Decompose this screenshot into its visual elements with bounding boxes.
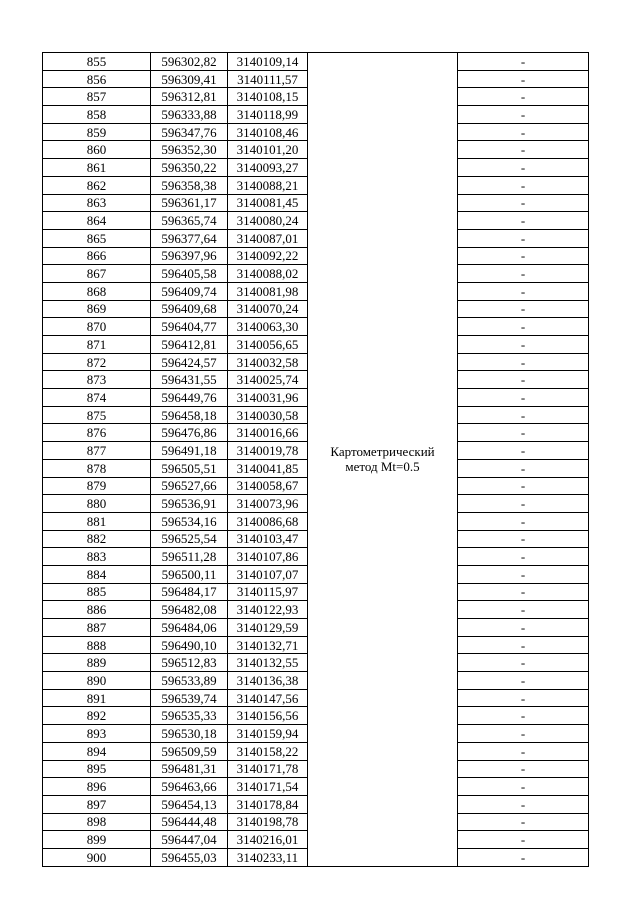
y-coordinate-cell: 3140088,02 [228, 265, 308, 283]
y-coordinate-cell: 3140129,59 [228, 619, 308, 637]
point-number-cell: 857 [43, 88, 151, 106]
x-coordinate-cell: 596358,38 [151, 176, 228, 194]
x-coordinate-cell: 596412,81 [151, 336, 228, 354]
y-coordinate-cell: 3140198,78 [228, 813, 308, 831]
x-coordinate-cell: 596449,76 [151, 389, 228, 407]
note-cell: - [458, 70, 589, 88]
point-number-cell: 900 [43, 848, 151, 866]
note-cell: - [458, 159, 589, 177]
note-cell: - [458, 229, 589, 247]
y-coordinate-cell: 3140147,56 [228, 689, 308, 707]
method-cell [308, 53, 458, 867]
note-cell: - [458, 371, 589, 389]
note-cell: - [458, 247, 589, 265]
x-coordinate-cell: 596535,33 [151, 707, 228, 725]
point-number-cell: 898 [43, 813, 151, 831]
y-coordinate-cell: 3140070,24 [228, 300, 308, 318]
note-cell: - [458, 742, 589, 760]
point-number-cell: 893 [43, 725, 151, 743]
y-coordinate-cell: 3140103,47 [228, 530, 308, 548]
note-cell: - [458, 619, 589, 637]
point-number-cell: 874 [43, 389, 151, 407]
y-coordinate-cell: 3140063,30 [228, 318, 308, 336]
x-coordinate-cell: 596511,28 [151, 548, 228, 566]
x-coordinate-cell: 596454,13 [151, 795, 228, 813]
note-cell: - [458, 53, 589, 71]
x-coordinate-cell: 596530,18 [151, 725, 228, 743]
x-coordinate-cell: 596347,76 [151, 123, 228, 141]
point-number-cell: 873 [43, 371, 151, 389]
y-coordinate-cell: 3140136,38 [228, 672, 308, 690]
point-number-cell: 863 [43, 194, 151, 212]
note-cell: - [458, 778, 589, 796]
y-coordinate-cell: 3140019,78 [228, 442, 308, 460]
y-coordinate-cell: 3140016,66 [228, 424, 308, 442]
x-coordinate-cell: 596505,51 [151, 459, 228, 477]
y-coordinate-cell: 3140156,56 [228, 707, 308, 725]
x-coordinate-cell: 596458,18 [151, 406, 228, 424]
point-number-cell: 890 [43, 672, 151, 690]
y-coordinate-cell: 3140032,58 [228, 353, 308, 371]
x-coordinate-cell: 596476,86 [151, 424, 228, 442]
point-number-cell: 894 [43, 742, 151, 760]
y-coordinate-cell: 3140107,07 [228, 565, 308, 583]
x-coordinate-cell: 596525,54 [151, 530, 228, 548]
note-cell: - [458, 123, 589, 141]
coordinates-table-body [43, 53, 589, 867]
point-number-cell: 870 [43, 318, 151, 336]
point-number-cell: 877 [43, 442, 151, 460]
x-coordinate-cell: 596481,31 [151, 760, 228, 778]
x-coordinate-cell: 596484,06 [151, 619, 228, 637]
y-coordinate-cell: 3140087,01 [228, 229, 308, 247]
note-cell: - [458, 760, 589, 778]
note-cell: - [458, 141, 589, 159]
note-cell: - [458, 795, 589, 813]
point-number-cell: 886 [43, 601, 151, 619]
note-cell: - [458, 353, 589, 371]
y-coordinate-cell: 3140171,54 [228, 778, 308, 796]
coordinates-table [42, 52, 589, 867]
method-label-line2: метод Mt=0.5 [345, 459, 420, 475]
note-cell: - [458, 654, 589, 672]
note-cell: - [458, 336, 589, 354]
y-coordinate-cell: 3140109,14 [228, 53, 308, 71]
point-number-cell: 879 [43, 477, 151, 495]
note-cell: - [458, 389, 589, 407]
note-cell: - [458, 565, 589, 583]
note-cell: - [458, 406, 589, 424]
x-coordinate-cell: 596365,74 [151, 212, 228, 230]
point-number-cell: 880 [43, 495, 151, 513]
y-coordinate-cell: 3140031,96 [228, 389, 308, 407]
point-number-cell: 860 [43, 141, 151, 159]
x-coordinate-cell: 596539,74 [151, 689, 228, 707]
y-coordinate-cell: 3140132,55 [228, 654, 308, 672]
x-coordinate-cell: 596509,59 [151, 742, 228, 760]
y-coordinate-cell: 3140178,84 [228, 795, 308, 813]
y-coordinate-cell: 3140233,11 [228, 848, 308, 866]
x-coordinate-cell: 596534,16 [151, 512, 228, 530]
y-coordinate-cell: 3140081,98 [228, 282, 308, 300]
note-cell: - [458, 424, 589, 442]
point-number-cell: 868 [43, 282, 151, 300]
x-coordinate-cell: 596302,82 [151, 53, 228, 71]
note-cell: - [458, 459, 589, 477]
x-coordinate-cell: 596512,83 [151, 654, 228, 672]
note-cell: - [458, 548, 589, 566]
y-coordinate-cell: 3140122,93 [228, 601, 308, 619]
x-coordinate-cell: 596527,66 [151, 477, 228, 495]
y-coordinate-cell: 3140108,46 [228, 123, 308, 141]
y-coordinate-cell: 3140073,96 [228, 495, 308, 513]
point-number-cell: 856 [43, 70, 151, 88]
y-coordinate-cell: 3140088,21 [228, 176, 308, 194]
y-coordinate-cell: 3140030,58 [228, 406, 308, 424]
point-number-cell: 862 [43, 176, 151, 194]
y-coordinate-cell: 3140101,20 [228, 141, 308, 159]
x-coordinate-cell: 596536,91 [151, 495, 228, 513]
point-number-cell: 864 [43, 212, 151, 230]
note-cell: - [458, 725, 589, 743]
note-cell: - [458, 300, 589, 318]
x-coordinate-cell: 596455,03 [151, 848, 228, 866]
point-number-cell: 861 [43, 159, 151, 177]
x-coordinate-cell: 596463,66 [151, 778, 228, 796]
y-coordinate-cell: 3140107,86 [228, 548, 308, 566]
point-number-cell: 899 [43, 831, 151, 849]
point-number-cell: 887 [43, 619, 151, 637]
x-coordinate-cell: 596409,74 [151, 282, 228, 300]
point-number-cell: 896 [43, 778, 151, 796]
point-number-cell: 876 [43, 424, 151, 442]
point-number-cell: 895 [43, 760, 151, 778]
y-coordinate-cell: 3140080,24 [228, 212, 308, 230]
x-coordinate-cell: 596361,17 [151, 194, 228, 212]
note-cell: - [458, 813, 589, 831]
note-cell: - [458, 583, 589, 601]
x-coordinate-cell: 596482,08 [151, 601, 228, 619]
point-number-cell: 884 [43, 565, 151, 583]
y-coordinate-cell: 3140092,22 [228, 247, 308, 265]
point-number-cell: 878 [43, 459, 151, 477]
note-cell: - [458, 88, 589, 106]
x-coordinate-cell: 596447,04 [151, 831, 228, 849]
y-coordinate-cell: 3140086,68 [228, 512, 308, 530]
y-coordinate-cell: 3140171,78 [228, 760, 308, 778]
y-coordinate-cell: 3140159,94 [228, 725, 308, 743]
point-number-cell: 858 [43, 106, 151, 124]
point-number-cell: 882 [43, 530, 151, 548]
y-coordinate-cell: 3140216,01 [228, 831, 308, 849]
y-coordinate-cell: 3140132,71 [228, 636, 308, 654]
x-coordinate-cell: 596397,96 [151, 247, 228, 265]
point-number-cell: 869 [43, 300, 151, 318]
point-number-cell: 892 [43, 707, 151, 725]
y-coordinate-cell: 3140115,97 [228, 583, 308, 601]
method-label-line1: Картометрический [330, 444, 435, 460]
x-coordinate-cell: 596500,11 [151, 565, 228, 583]
note-cell: - [458, 530, 589, 548]
x-coordinate-cell: 596377,64 [151, 229, 228, 247]
note-cell: - [458, 636, 589, 654]
note-cell: - [458, 194, 589, 212]
x-coordinate-cell: 596431,55 [151, 371, 228, 389]
point-number-cell: 875 [43, 406, 151, 424]
y-coordinate-cell: 3140108,15 [228, 88, 308, 106]
note-cell: - [458, 442, 589, 460]
point-number-cell: 881 [43, 512, 151, 530]
point-number-cell: 885 [43, 583, 151, 601]
x-coordinate-cell: 596404,77 [151, 318, 228, 336]
note-cell: - [458, 672, 589, 690]
point-number-cell: 897 [43, 795, 151, 813]
x-coordinate-cell: 596333,88 [151, 106, 228, 124]
x-coordinate-cell: 596484,17 [151, 583, 228, 601]
note-cell: - [458, 477, 589, 495]
x-coordinate-cell: 596444,48 [151, 813, 228, 831]
x-coordinate-cell: 596309,41 [151, 70, 228, 88]
note-cell: - [458, 831, 589, 849]
y-coordinate-cell: 3140111,57 [228, 70, 308, 88]
note-cell: - [458, 318, 589, 336]
table-row [43, 53, 589, 71]
note-cell: - [458, 707, 589, 725]
note-cell: - [458, 282, 589, 300]
point-number-cell: 866 [43, 247, 151, 265]
note-cell: - [458, 212, 589, 230]
x-coordinate-cell: 596350,22 [151, 159, 228, 177]
x-coordinate-cell: 596405,58 [151, 265, 228, 283]
x-coordinate-cell: 596409,68 [151, 300, 228, 318]
point-number-cell: 872 [43, 353, 151, 371]
note-cell: - [458, 689, 589, 707]
note-cell: - [458, 265, 589, 283]
y-coordinate-cell: 3140158,22 [228, 742, 308, 760]
x-coordinate-cell: 596424,57 [151, 353, 228, 371]
point-number-cell: 888 [43, 636, 151, 654]
y-coordinate-cell: 3140118,99 [228, 106, 308, 124]
point-number-cell: 865 [43, 229, 151, 247]
point-number-cell: 855 [43, 53, 151, 71]
point-number-cell: 867 [43, 265, 151, 283]
point-number-cell: 859 [43, 123, 151, 141]
note-cell: - [458, 176, 589, 194]
point-number-cell: 889 [43, 654, 151, 672]
y-coordinate-cell: 3140025,74 [228, 371, 308, 389]
point-number-cell: 871 [43, 336, 151, 354]
x-coordinate-cell: 596533,89 [151, 672, 228, 690]
y-coordinate-cell: 3140058,67 [228, 477, 308, 495]
point-number-cell: 883 [43, 548, 151, 566]
x-coordinate-cell: 596312,81 [151, 88, 228, 106]
y-coordinate-cell: 3140056,65 [228, 336, 308, 354]
y-coordinate-cell: 3140093,27 [228, 159, 308, 177]
note-cell: - [458, 495, 589, 513]
y-coordinate-cell: 3140081,45 [228, 194, 308, 212]
note-cell: - [458, 106, 589, 124]
x-coordinate-cell: 596490,10 [151, 636, 228, 654]
note-cell: - [458, 601, 589, 619]
point-number-cell: 891 [43, 689, 151, 707]
note-cell: - [458, 512, 589, 530]
y-coordinate-cell: 3140041,85 [228, 459, 308, 477]
x-coordinate-cell: 596491,18 [151, 442, 228, 460]
x-coordinate-cell: 596352,30 [151, 141, 228, 159]
note-cell: - [458, 848, 589, 866]
